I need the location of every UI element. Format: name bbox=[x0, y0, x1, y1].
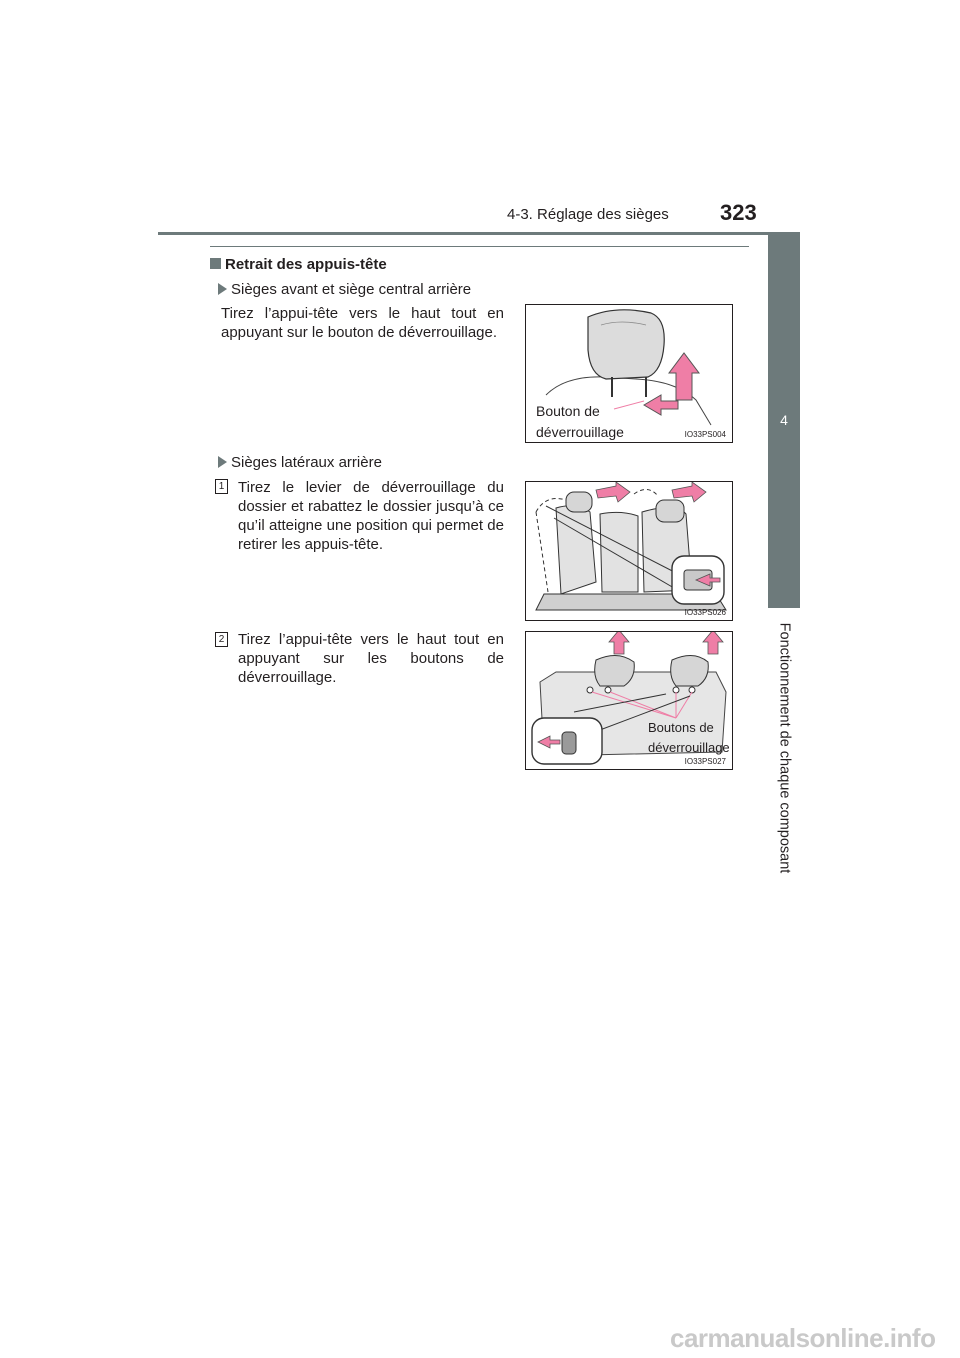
section-heading bbox=[210, 256, 387, 273]
figure-code-3: IO33PS027 bbox=[684, 757, 726, 766]
subsection-title bbox=[218, 454, 382, 471]
page-number: 323 bbox=[720, 200, 757, 225]
header-rule bbox=[158, 232, 800, 235]
figure-rear-seat-fold bbox=[525, 481, 733, 621]
content-rule bbox=[210, 246, 749, 247]
step-1-text: Tirez le levier de déverrouillage du dossier et rabattez le dossier jusqu’à ce qu’il atteigne une position qui permet de retirer les appuis-tête. bbox=[238, 479, 504, 553]
chapter-number: 4 bbox=[780, 412, 788, 428]
step-2-text: Tirez l’appui-tête vers le haut tout en appuyant sur les boutons de déverrouillage. bbox=[238, 631, 504, 686]
section-heading-text: Retrait des appuis-tête bbox=[225, 256, 387, 273]
triangle-bullet-icon bbox=[218, 283, 227, 295]
release-button-label bbox=[536, 401, 624, 443]
release-buttons-label-line2: déverrouillage bbox=[648, 740, 730, 755]
figure-code-1: IO33PS004 bbox=[684, 430, 726, 439]
triangle-bullet-icon bbox=[218, 456, 227, 468]
step-number-2: 2 bbox=[215, 632, 228, 647]
instruction-paragraph: Tirez l’appui-tête vers le haut tout en appuyant sur le bouton de déverrouillage. bbox=[221, 305, 504, 341]
subsection-title bbox=[218, 281, 471, 298]
release-button-label-line2: déverrouillage bbox=[536, 424, 624, 440]
chapter-title-text: Fonctionnement de chaque composant bbox=[776, 622, 793, 874]
watermark: carmanualsonline.info bbox=[670, 1323, 936, 1353]
chapter-title bbox=[736, 618, 832, 878]
rear-seat-illustration bbox=[526, 482, 732, 620]
step-number-1: 1 bbox=[215, 479, 228, 494]
release-button-label-line1: Bouton de bbox=[536, 403, 600, 419]
subsection-title-text: Sièges latéraux arrière bbox=[231, 454, 382, 471]
figure-code-2: IO33PS026 bbox=[684, 608, 726, 617]
figure-side-headrest-removal bbox=[525, 631, 733, 770]
release-buttons-label-line1: Boutons de bbox=[648, 720, 714, 735]
running-header: 4-3. Réglage des sièges bbox=[507, 206, 669, 223]
chapter-tab bbox=[768, 232, 800, 608]
release-buttons-label bbox=[648, 718, 730, 758]
subsection-title-text: Sièges avant et siège central arrière bbox=[231, 281, 472, 298]
square-bullet-icon bbox=[210, 258, 221, 269]
figure-headrest-removal bbox=[525, 304, 733, 443]
